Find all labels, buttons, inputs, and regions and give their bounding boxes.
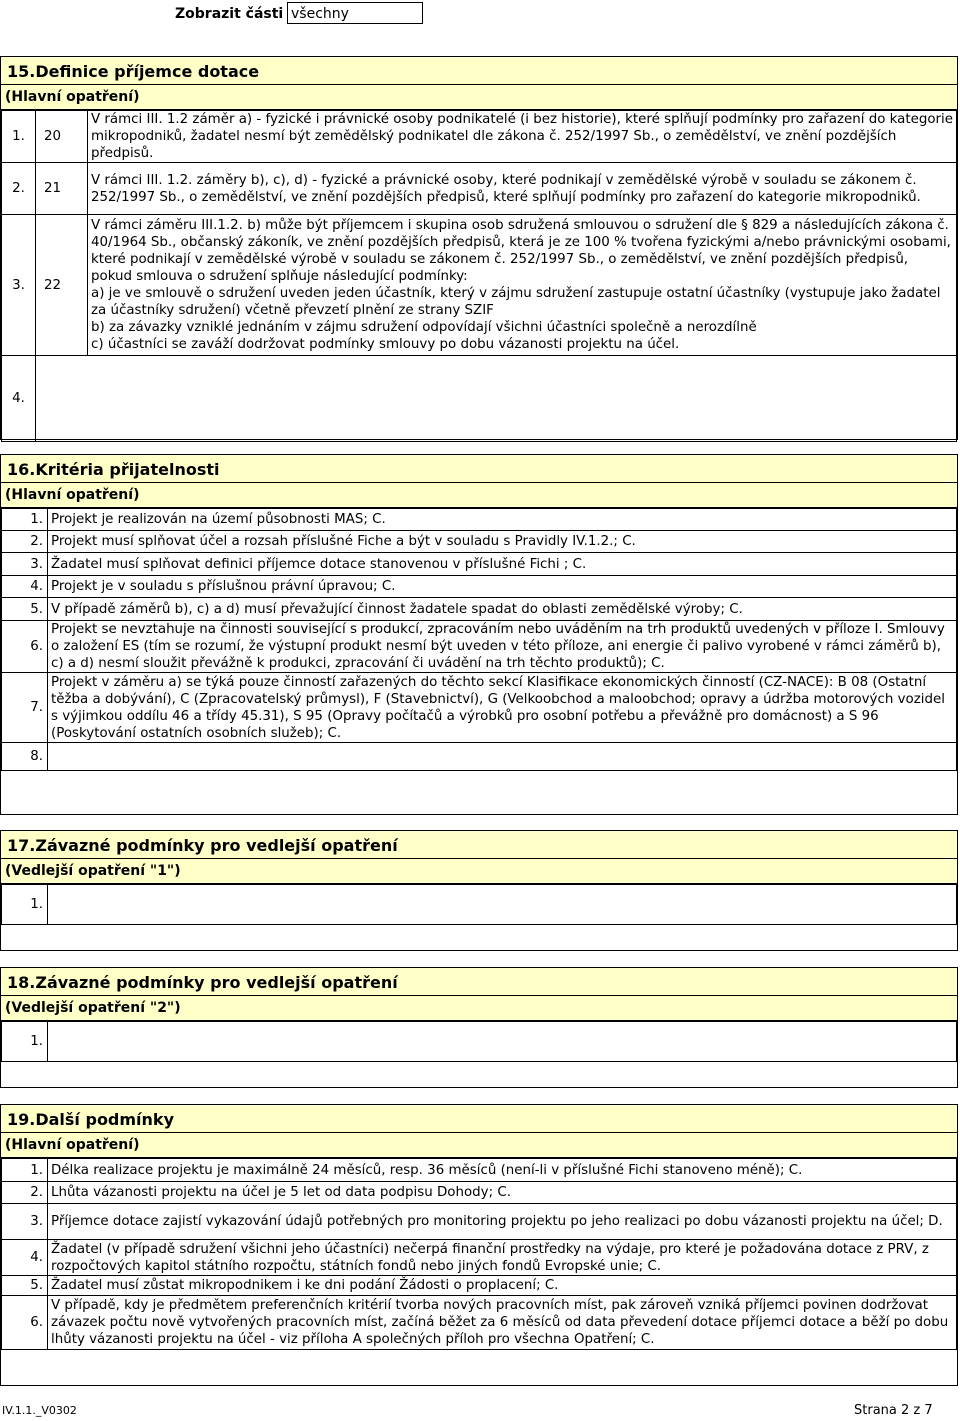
- table-row: [2, 215, 957, 356]
- section-19-subtitle: (Hlavní opatření): [1, 1133, 957, 1158]
- row-number: 2.: [2, 1182, 48, 1204]
- row-text: V případě záměrů b), c) a d) musí převažující činnost žadatele spadat do oblasti zemědělské výroby; C.: [48, 598, 957, 621]
- section-18: [0, 967, 958, 1088]
- table-row: [2, 576, 957, 598]
- row-number: 2.: [2, 531, 48, 553]
- section-18-title: 18.Závazné podmínky pro vedlejší opatření: [1, 968, 957, 996]
- row-text: Žadatel (v případě sdružení všichni jeho účastníci) nečerpá finanční prostředky na výdaje, pro které je požadována dotace z PRV, z rozpočtových kapitol státního rozpočtu, státních fondů nebo jiných fondů Evropské unie; C.: [48, 1240, 957, 1276]
- section-16-table: [1, 508, 957, 771]
- row-number: 6.: [2, 1296, 48, 1350]
- row-text: [48, 885, 957, 925]
- section-16-title: 16.Kritéria přijatelnosti: [1, 455, 957, 483]
- row-number: 1.: [2, 509, 48, 531]
- section-19-table: [1, 1158, 957, 1350]
- section-19-title: 19.Další podmínky: [1, 1105, 957, 1133]
- row-number: 4.: [2, 356, 36, 442]
- section-15-title: 15.Definice příjemce dotace: [1, 57, 957, 85]
- section-16: [0, 454, 958, 815]
- table-row: [2, 1276, 957, 1296]
- row-number: 2.: [2, 163, 36, 215]
- row-text: Délka realizace projektu je maximálně 24 měsíců, resp. 36 měsíců (není-li v příslušné Fichi stanoveno méně); C.: [48, 1159, 957, 1182]
- row-text: Projekt je realizován na území působnosti MAS; C.: [48, 509, 957, 531]
- row-text: Lhůta vázanosti projektu na účel je 5 let od data podpisu Dohody; C.: [48, 1182, 957, 1204]
- row-number: 3.: [2, 215, 36, 356]
- row-text: [36, 356, 957, 442]
- table-row: [2, 356, 957, 442]
- table-row: [2, 598, 957, 621]
- row-number: 8.: [2, 743, 48, 771]
- row-text: Příjemce dotace zajistí vykazování údajů potřebných pro monitoring projektu po jeho realizaci po dobu vázanosti projektu na účel; D.: [48, 1204, 957, 1240]
- row-number: 1.: [2, 1022, 48, 1062]
- table-row: [2, 743, 957, 771]
- page-number: Strana 2 z 7: [854, 1403, 933, 1418]
- row-number: 5.: [2, 1276, 48, 1296]
- section-18-table: [1, 1021, 957, 1062]
- row-number: 4.: [2, 1240, 48, 1276]
- row-code: 21: [36, 163, 88, 215]
- table-row: [2, 163, 957, 215]
- row-text-line: c) účastníci se zaváží dodržovat podmínky smlouvy po dobu vázanosti projektu na účel.: [91, 337, 680, 352]
- row-text: V rámci III. 1.2. záměry b), c), d) - fyzické a právnické osoby, které podnikají v zemědělské výrobě v souladu se zákonem č. 252/1997 Sb., o zemědělství, ve znění pozdějších předpisů, které splňují podmínky pro zařazení do kategorie mikropodniků.: [88, 163, 957, 215]
- section-19: [0, 1104, 958, 1386]
- row-number: 1.: [2, 111, 36, 163]
- section-17-title: 17.Závazné podmínky pro vedlejší opatření: [1, 831, 957, 859]
- row-text: Projekt v záměru a) se týká pouze činností zařazených do těchto sekcí Klasifikace ekonomických činností (CZ-NACE): B 08 (Ostatní těžba a dobývání), C (Zpracovatelský průmysl), F (Stavebnictví), G (Velkoobchod a maloobchod; opravy a údržba motorových vozidel s výjimkou oddílu 46 a třídy 45.31), S 95 (Opravy počítačů a výrobků pro osobní potřebu a převážně pro domácnost) a S 96 (Poskytování ostatních osobních služeb); C.: [48, 673, 957, 743]
- table-row: [2, 1296, 957, 1350]
- table-row: [2, 621, 957, 673]
- document-code: IV.1.1._V0302: [2, 1404, 77, 1417]
- row-text: V rámci III. 1.2 záměr a) - fyzické i právnické osoby podnikatelé (i bez historie), které splňují podmínky pro zařazení do kategorie mikropodniků, žadatel nesmí být zemědělský podnikatel dle zákona č. 252/1997 Sb., o zemědělství, ve znění pozdějších předpisů.: [88, 111, 957, 163]
- section-15-subtitle: (Hlavní opatření): [1, 85, 957, 110]
- table-row: [2, 509, 957, 531]
- row-number: 1.: [2, 885, 48, 925]
- table-row: [2, 1182, 957, 1204]
- row-text: V případě, kdy je předmětem preferenčních kritérií tvorba nových pracovních míst, pak zároveň vzniká příjemci povinen dodržovat závazek počtu nově vytvořených pracovních míst, začíná běžet za 6 měsíců od data převedení dotace příjemci dotace a běží po dobu lhůty vázanosti projektu na účel - viz příloha A společných příloh pro všechna Opatření; C.: [48, 1296, 957, 1350]
- row-number: 1.: [2, 1159, 48, 1182]
- section-15-table: [1, 110, 957, 442]
- row-text: [48, 1022, 957, 1062]
- row-number: 4.: [2, 576, 48, 598]
- section-17-subtitle: (Vedlejší opatření "1"): [1, 859, 957, 884]
- table-row: [2, 885, 957, 925]
- row-text: Projekt je v souladu s příslušnou právní úpravou; C.: [48, 576, 957, 598]
- table-row: [2, 111, 957, 163]
- table-row: [2, 1159, 957, 1182]
- table-row: [2, 531, 957, 553]
- row-text: Projekt musí splňovat účel a rozsah příslušné Fiche a být v souladu s Pravidly IV.1.2.; C.: [48, 531, 957, 553]
- row-text: [88, 215, 957, 356]
- row-text-line: V rámci záměru III.1.2. b) může být příjemcem i skupina osob sdružená smlouvou o sdružení dle § 829 a následujících zákona č. 40/1964 Sb., občanský zákoník, ve znění pozdějších předpisů, která je ze 100 % tvořena fyzickými a/nebo právnickými osobami, které podnikají v zemědělské výrobě v souladu se zákonem č. 252/1997 Sb., o zemědělství, ve znění pozdějších předpisů, pokud smlouva o sdružení splňuje následující podmínky:: [91, 218, 951, 284]
- table-row: [2, 1240, 957, 1276]
- row-code: 22: [36, 215, 88, 356]
- section-18-subtitle: (Vedlejší opatření "2"): [1, 996, 957, 1021]
- table-row: [2, 673, 957, 743]
- row-text-line: a) je ve smlouvě o sdružení uveden jeden účastník, který v zájmu sdružení zastupuje ostatní účastníky (vystupuje jako žadatel za účastníky sdružení) včetně převzetí plnění ze strany SZIF: [91, 286, 941, 318]
- row-code: 20: [36, 111, 88, 163]
- table-row: [2, 1022, 957, 1062]
- section-17-table: [1, 884, 957, 925]
- row-number: 6.: [2, 621, 48, 673]
- section-16-subtitle: (Hlavní opatření): [1, 483, 957, 508]
- row-text: [48, 743, 957, 771]
- section-17: [0, 830, 958, 951]
- row-number: 5.: [2, 598, 48, 621]
- table-row: [2, 553, 957, 576]
- section-15: [0, 56, 958, 440]
- row-number: 7.: [2, 673, 48, 743]
- row-number: 3.: [2, 553, 48, 576]
- row-number: 3.: [2, 1204, 48, 1240]
- table-row: [2, 1204, 957, 1240]
- row-text: Projekt se nevztahuje na činnosti související s produkcí, zpracováním nebo uváděním na trh produktů uvedených v příloze I. Smlouvy o založení ES (tím se rozumí, že výstupní produkt nesmí být uveden v této příloze, ani energie či palivo vyrobené v rámci záměrů b), c) a d) nesmí sloužit převážně k produkci, zpracování či uvádění na trh těchto produktů); C.: [48, 621, 957, 673]
- row-text: Žadatel musí splňovat definici příjemce dotace stanovenou v příslušné Fichi ; C.: [48, 553, 957, 576]
- row-text: Žadatel musí zůstat mikropodnikem i ke dni podání Žádosti o proplacení; C.: [48, 1276, 957, 1296]
- show-parts-select[interactable]: všechny: [287, 2, 423, 24]
- show-parts-label: Zobrazit části: [175, 6, 284, 22]
- row-text-line: b) za závazky vzniklé jednáním v zájmu sdružení odpovídají všichni účastníci společně a nerozdílně: [91, 320, 757, 335]
